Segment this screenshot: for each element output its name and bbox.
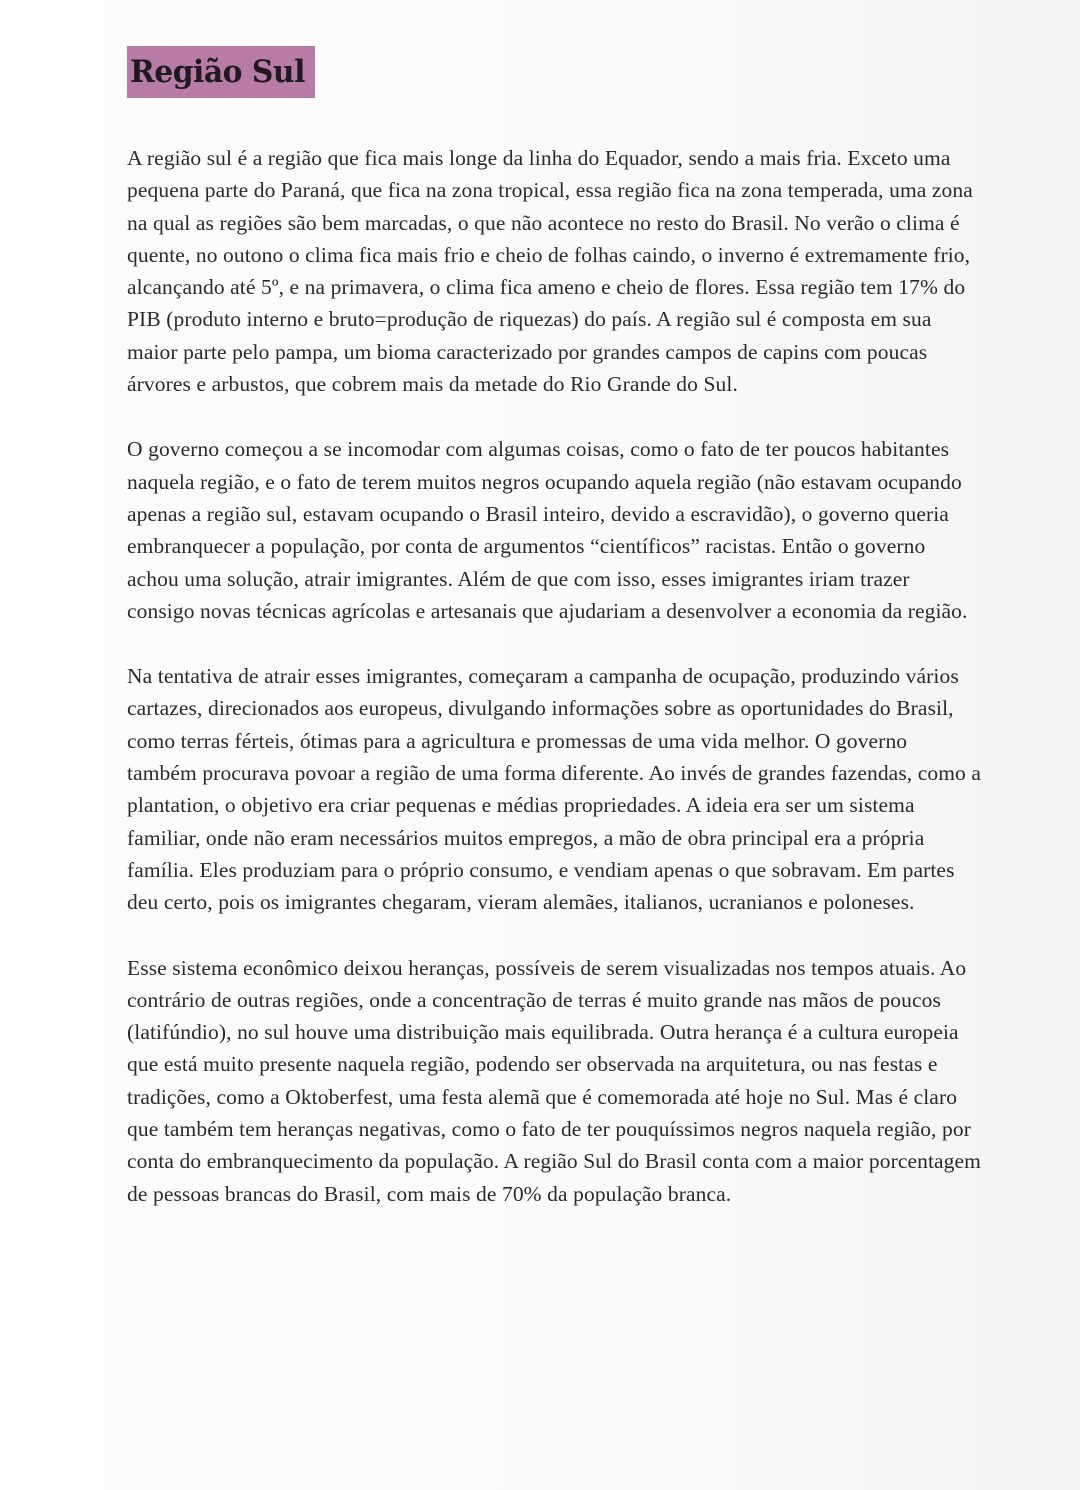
title-highlight bbox=[127, 46, 315, 98]
document-body bbox=[127, 142, 982, 1243]
paragraph-heritage: Esse sistema econômico deixou heranças, possíveis de serem visualizadas nos tempos atuais. Ao contrário de outras regiões, onde a concentração de terras é muito grande nas mãos de poucos (latifúndio), no sul houve uma distribuição mais equilibrada. Outra herança é a cultura europeia que está muito presente naquela região, podendo ser observada na arquitetura, ou nas festas e tradições, como a Oktoberfest, uma festa alemã que é comemorada até hoje no Sul. Mas é claro que também tem heranças negativas, como o fato de ter pouquíssimos negros naquela região, por conta do embranquecimento da população. A região Sul do Brasil conta com a maior porcentagem de pessoas brancas do Brasil, com mais de 70% da população branca. bbox=[127, 955, 981, 1206]
paragraph-government: O governo começou a se incomodar com algumas coisas, como o fato de ter poucos habitantes naquela região, e o fato de terem muitos negros ocupando aquela região (não estavam ocupando apenas a região sul, estavam ocupando o Brasil inteiro, devido a escravidão), o governo queria embranquecer a população, por conta de argumentos “científicos” racistas. Então o governo achou uma solução, atrair imigrantes. Além de que com isso, esses imigrantes iriam trazer consigo novas técnicas agrícolas e artesanais que ajudariam a desenvolver a economia da região. bbox=[127, 437, 968, 623]
page-title: Região Sul bbox=[130, 54, 305, 90]
paragraph-immigration-campaign: Na tentativa de atrair esses imigrantes, começaram a campanha de ocupação, produzindo vários cartazes, direcionados aos europeus, divulgando informações sobre as oportunidades do Brasil, como terras férteis, ótimas para a agricultura e promessas de uma vida melhor. O governo também procurava povoar a região de uma forma diferente. Ao invés de grandes fazendas, como a plantation, o objetivo era criar pequenas e médias propriedades. A ideia era ser um sistema familiar, onde não eram necessários muitos empregos, a mão de obra principal era a própria família. Eles produziam para o próprio consumo, e vendiam apenas o que sobravam. Em partes deu certo, pois os imigrantes chegaram, vieram alemães, italianos, ucranianos e poloneses. bbox=[127, 664, 982, 915]
paragraph-climate: A região sul é a região que fica mais longe da linha do Equador, sendo a mais fria. Exceto uma pequena parte do Paraná, que fica na zona tropical, essa região fica na zona temperada, uma zona na qual as regiões são bem marcadas, o que não acontece no resto do Brasil. No verão o clima é quente, no outono o clima fica mais frio e cheio de folhas caindo, o inverno é extremamente frio, alcançando até 5º, e na primavera, o clima fica ameno e cheio de flores. Essa região tem 17% do PIB (produto interno e bruto=produção de riquezas) do país. A região sul é composta em sua maior parte pelo pampa, um bioma caracterizado por grandes campos de capins com poucas árvores e arbustos, que cobrem mais da metade do Rio Grande do Sul. bbox=[127, 146, 973, 397]
